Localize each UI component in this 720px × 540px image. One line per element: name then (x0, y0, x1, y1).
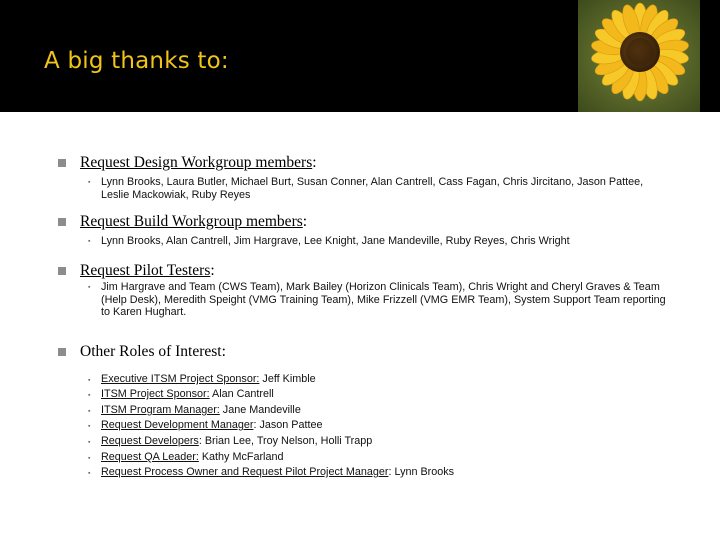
sub-bullet: ▪ (88, 179, 91, 186)
role-text: ITSM Project Sponsor: Alan Cantrell (101, 388, 274, 400)
sub-bullet: ▪ (88, 377, 91, 384)
section-members-text: Jim Hargrave and Team (CWS Team), Mark Bailey (Horizon Clinicals Team), Chris Wright and Cheryl Graves & Team (Help Desk), Meredith Speight (VMG Training Team), Mike Frizzell (VMG EMR Team), System Support Team reporting to Karen Hughart. (101, 281, 666, 318)
role-item (0, 435, 720, 450)
content-area (0, 112, 720, 540)
sunflower-image (578, 0, 700, 112)
section-members-text: Lynn Brooks, Laura Butler, Michael Burt, Susan Conner, Alan Cantrell, Cass Fagan, Chris Jircitano, Jason Pattee, Leslie Mackowiak, Ruby Reyes (101, 176, 644, 201)
role-text: Request QA Leader: Kathy McFarland (101, 451, 284, 463)
sub-bullet: ▪ (88, 408, 91, 415)
sub-bullet: ▪ (88, 392, 91, 399)
sub-bullet: ▪ (88, 238, 91, 245)
section-bullet-square (58, 159, 66, 167)
section-heading: Other Roles of Interest: (80, 343, 226, 360)
section-bullet-square (58, 348, 66, 356)
role-text: Request Developers: Brian Lee, Troy Nelson, Holli Trapp (101, 435, 373, 447)
section-heading: Request Pilot Testers: (80, 262, 215, 279)
section-heading: Request Design Workgroup members: (80, 154, 317, 171)
sub-bullet: ▪ (88, 423, 91, 430)
role-text: Request Process Owner and Request Pilot Project Manager: Lynn Brooks (101, 466, 455, 478)
sub-bullet: ▪ (88, 284, 91, 291)
slide-title: A big thanks to: (44, 48, 229, 74)
section-heading: Request Build Workgroup members: (80, 213, 308, 230)
title-band (0, 0, 720, 112)
role-text: Request Development Manager: Jason Pattee (101, 419, 323, 431)
role-text: Executive ITSM Project Sponsor: Jeff Kimble (101, 373, 316, 385)
role-item (0, 404, 720, 419)
role-item (0, 373, 720, 388)
role-item (0, 451, 720, 466)
sub-bullet: ▪ (88, 455, 91, 462)
section-bullet-square (58, 267, 66, 275)
role-item (0, 388, 720, 403)
section-members-text: Lynn Brooks, Alan Cantrell, Jim Hargrave, Lee Knight, Jane Mandeville, Ruby Reyes, Chris Wright (101, 235, 570, 247)
role-item (0, 419, 720, 434)
section-bullet-square (58, 218, 66, 226)
sub-bullet: ▪ (88, 439, 91, 446)
sub-bullet: ▪ (88, 470, 91, 477)
role-text: ITSM Program Manager: Jane Mandeville (101, 404, 301, 416)
role-item (0, 466, 720, 481)
